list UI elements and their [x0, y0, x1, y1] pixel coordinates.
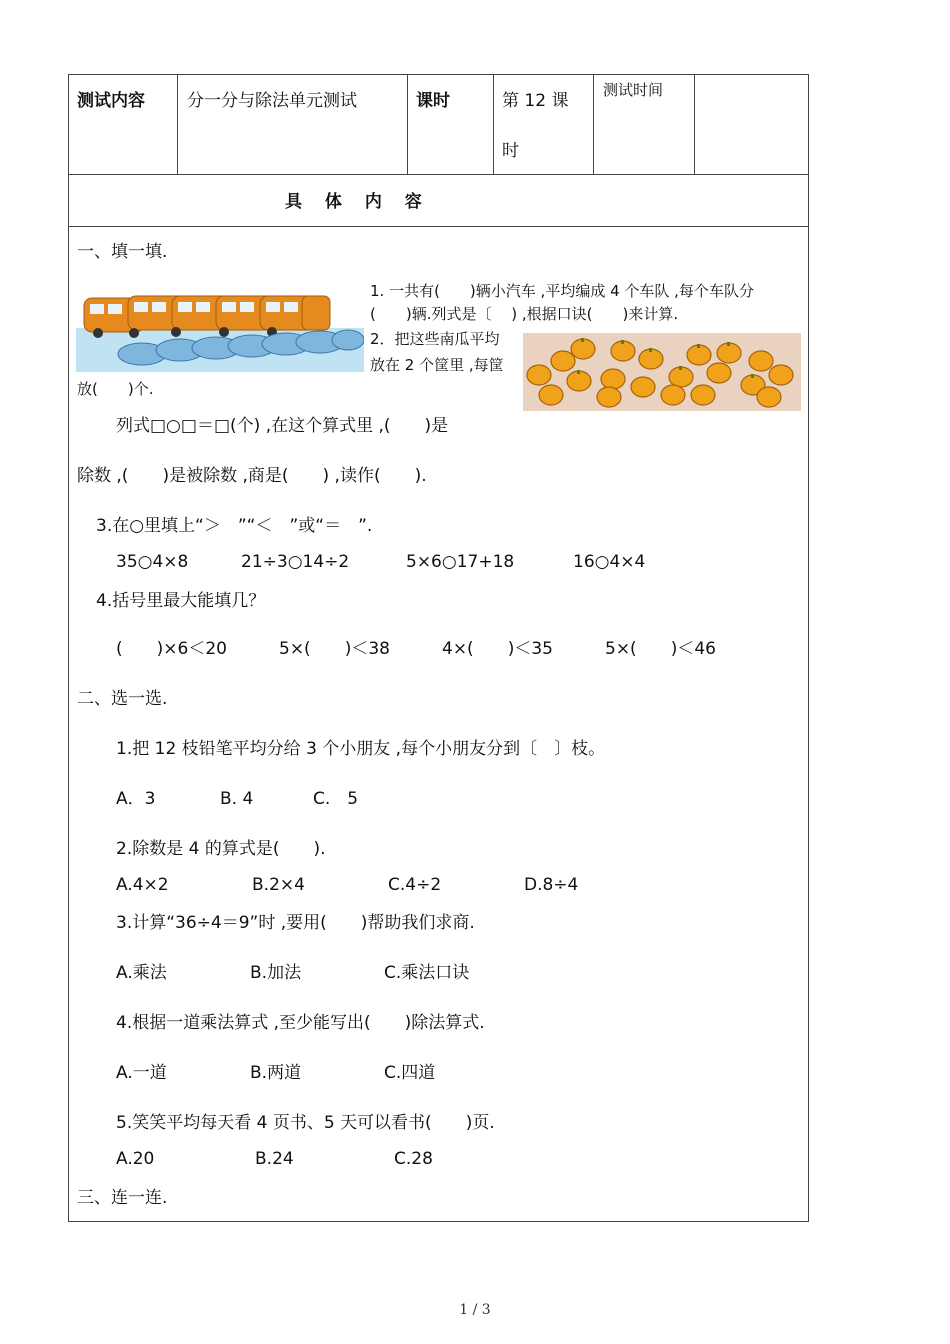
q4-item: ( )×6＜20 [116, 639, 227, 659]
choice-option: A.4×2 [116, 875, 169, 895]
choice-question-stem: 5.笑笑平均每天看 4 页书、5 天可以看书( )页. [116, 1113, 495, 1133]
choice-option: B.24 [255, 1149, 294, 1169]
section-title: 具 体 内 容 [285, 192, 422, 212]
q1-line1: 1. 一共有( )辆小汽车 ,平均编成 4 个车队 ,每个车队分 [370, 282, 754, 300]
header-col-divider [593, 74, 594, 174]
choice-option: A．3 [116, 789, 156, 809]
choice-option: B.加法 [250, 963, 302, 983]
header-col-divider [407, 74, 408, 174]
part2-heading: 二、选一选. [77, 689, 168, 709]
q3-title: 3.在○里填上“＞ ”“＜ ”或“＝ ”. [96, 516, 373, 536]
q3-item: 35○4×8 [116, 552, 189, 572]
pumpkins-illustration [523, 333, 801, 411]
choice-option: C.乘法口诀 [384, 963, 470, 983]
buses-and-cars-illustration [76, 292, 364, 372]
choice-option: C.四道 [384, 1063, 436, 1083]
choice-option: A.一道 [116, 1063, 167, 1083]
part3-heading: 三、连一连. [77, 1188, 168, 1208]
choice-option: A.乘法 [116, 963, 167, 983]
choice-option: B.两道 [250, 1063, 302, 1083]
choice-question-stem: 1.把 12 枝铅笔平均分给 3 个小朋友 ,每个小朋友分到〔 〕枝。 [116, 739, 606, 759]
choice-option: A.20 [116, 1149, 155, 1169]
page-number: 1 / 3 [459, 1302, 491, 1318]
q4-item: 5×( )＜46 [605, 639, 716, 659]
q3-item: 21÷3○14÷2 [241, 552, 350, 572]
q4-item: 4×( )＜35 [442, 639, 553, 659]
q3-item: 5×6○17+18 [406, 552, 515, 572]
header-col-divider [694, 74, 695, 174]
choice-option: C.28 [394, 1149, 433, 1169]
q2-roles: 除数 ,( )是被除数 ,商是( ) ,读作( ). [77, 466, 427, 486]
choice-question-stem: 2.除数是 4 的算式是( ). [116, 839, 326, 859]
value-period-line2: 时 [502, 141, 519, 161]
q3-item: 16○4×4 [573, 552, 646, 572]
q2-formula: 列式□○□＝□(个) ,在这个算式里 ,( )是 [116, 416, 449, 436]
header-row-divider [68, 174, 809, 175]
q1-line2: ( )辆.列式是〔 ) ,根据口诀( )来计算. [370, 305, 679, 323]
q2-line3: 放( )个. [77, 380, 154, 398]
value-test-content: 分一分与除法单元测试 [187, 91, 357, 111]
choice-option: B.2×4 [252, 875, 305, 895]
choice-question-stem: 4.根据一道乘法算式 ,至少能写出( )除法算式. [116, 1013, 485, 1033]
label-test-content: 测试内容 [77, 91, 145, 111]
header-col-divider [177, 74, 178, 174]
label-period: 课时 [416, 91, 450, 111]
part1-heading: 一、填一填. [77, 242, 168, 262]
choice-option: C.4÷2 [388, 875, 442, 895]
label-test-time: 测试时间 [603, 81, 664, 99]
choice-option: D.8÷4 [524, 875, 579, 895]
choice-question-stem: 3.计算“36÷4＝9”时 ,要用( )帮助我们求商. [116, 913, 475, 933]
q4-item: 5×( )＜38 [279, 639, 390, 659]
q2-line1: 2．把这些南瓜平均 [370, 330, 500, 348]
section-title-divider [68, 226, 809, 227]
choice-option: B. 4 [220, 789, 254, 809]
q4-title: 4.括号里最大能填几？ [96, 591, 266, 611]
value-period-line1: 第 12 课 [502, 91, 569, 111]
header-col-divider [493, 74, 494, 174]
q2-line2: 放在 2 个筐里 ,每筐 [370, 356, 504, 374]
choice-option: C. 5 [313, 789, 359, 809]
